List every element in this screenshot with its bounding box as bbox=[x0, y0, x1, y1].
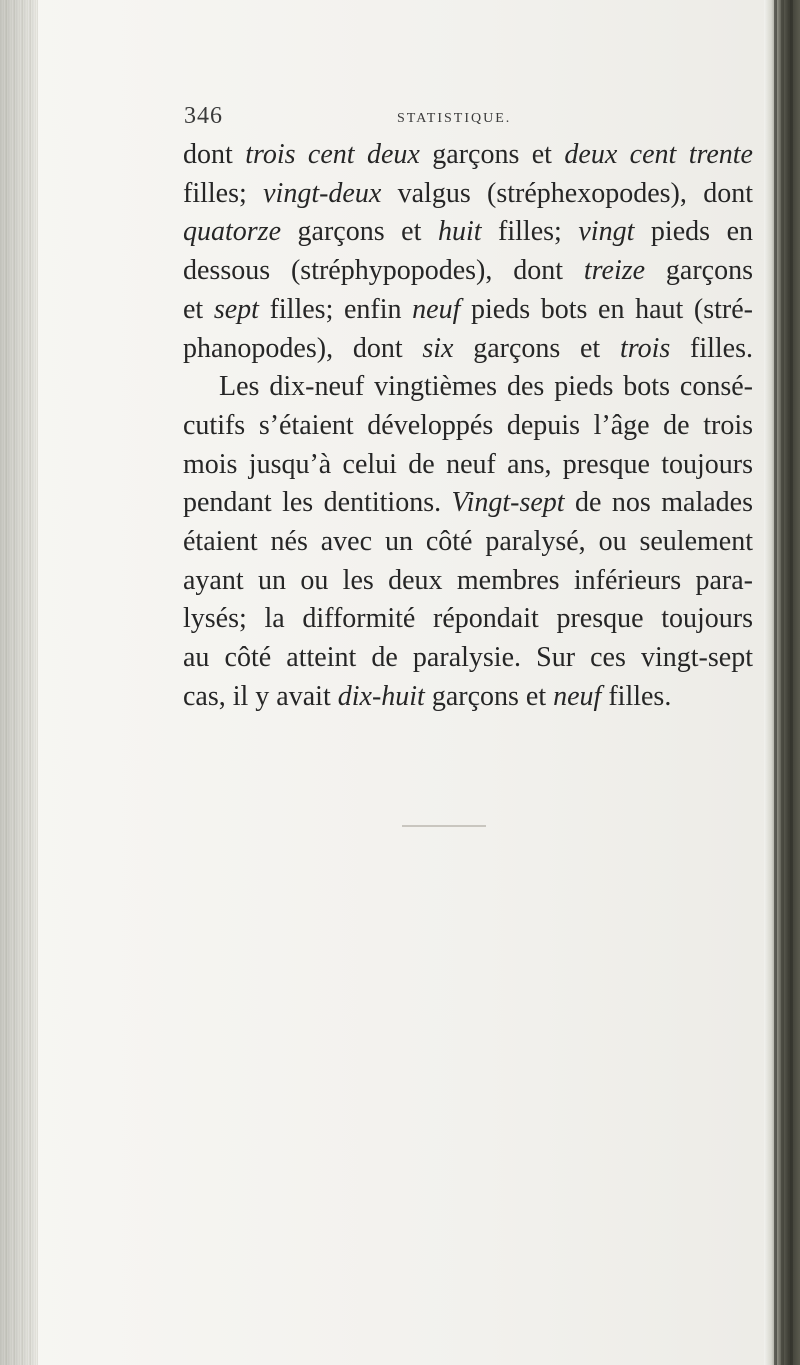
text-line bbox=[183, 136, 753, 175]
text-run: Les dix-neuf vingtièmes des pieds bots consé- bbox=[219, 371, 753, 403]
text-run: garçons et bbox=[281, 216, 438, 248]
text-run: pendant les dentitions. bbox=[183, 487, 452, 519]
italic-number-word: six bbox=[422, 332, 454, 364]
text-line bbox=[183, 407, 753, 446]
text-run: au côté atteint de paralysie. Sur ces vingt-sept bbox=[183, 642, 753, 674]
page-header bbox=[184, 103, 784, 133]
text-line bbox=[183, 252, 753, 291]
italic-number-word: sept bbox=[213, 293, 259, 325]
text-run: filles; enfin bbox=[258, 293, 413, 325]
text-line bbox=[183, 446, 753, 485]
text-run: valgus (stréphexopodes), dont bbox=[381, 177, 753, 209]
italic-number-word: neuf bbox=[412, 293, 461, 325]
text-run: garçons et bbox=[453, 332, 620, 364]
text-line bbox=[183, 484, 753, 523]
text-run: garçons bbox=[645, 255, 754, 287]
text-run: de nos malades bbox=[564, 487, 753, 519]
italic-number-word: treize bbox=[583, 255, 646, 287]
text-run: filles. bbox=[601, 680, 672, 712]
text-run: garçons et bbox=[419, 139, 565, 170]
text-run: cas, il y avait bbox=[183, 680, 338, 712]
text-run: cutifs s’étaient développés depuis l’âge de trois bbox=[183, 409, 753, 441]
italic-number-word: dix-huit bbox=[337, 680, 425, 712]
italic-number-word: trois cent deux bbox=[245, 139, 420, 170]
running-head: STATISTIQUE. bbox=[397, 111, 512, 126]
text-line bbox=[183, 639, 753, 678]
text-run: lysés; la difformité répondait presque toujours bbox=[183, 603, 753, 635]
text-run: ayant un ou les deux membres inférieurs para- bbox=[183, 564, 753, 596]
text-run: et bbox=[183, 293, 214, 325]
text-run: garçons et bbox=[424, 680, 554, 712]
text-run: filles; bbox=[481, 216, 579, 248]
show-through-mark bbox=[402, 825, 486, 827]
text-run: étaient nés avec un côté paralysé, ou seulement bbox=[183, 526, 753, 558]
italic-number-word: vingt-deux bbox=[263, 177, 382, 209]
italic-number-word: trois bbox=[619, 332, 671, 364]
text-run: pieds en bbox=[634, 216, 754, 248]
text-line bbox=[183, 213, 753, 252]
page-binding-edge bbox=[0, 0, 38, 1365]
text-run: filles; bbox=[183, 177, 264, 209]
text-run: filles. bbox=[670, 332, 753, 364]
text-run: phanopodes), dont bbox=[183, 332, 423, 364]
text-line bbox=[183, 175, 753, 214]
text-line bbox=[183, 678, 753, 717]
italic-number-word: Vingt-sept bbox=[451, 487, 565, 519]
italic-number-word: quatorze bbox=[183, 216, 281, 248]
page-right-edge bbox=[764, 0, 800, 1365]
text-run: pieds bots en haut (stré- bbox=[460, 293, 753, 325]
page-number: 346 bbox=[184, 103, 223, 129]
body-paragraph bbox=[183, 136, 753, 717]
text-run: mois jusqu’à celui de neuf ans, presque toujours bbox=[183, 448, 753, 480]
text-run: dont bbox=[183, 139, 246, 170]
text-line bbox=[183, 368, 753, 407]
text-line bbox=[183, 562, 753, 601]
text-line bbox=[183, 291, 753, 330]
text-line bbox=[183, 523, 753, 562]
italic-number-word: neuf bbox=[553, 680, 602, 712]
italic-number-word: deux cent trente bbox=[564, 139, 753, 170]
text-line bbox=[183, 600, 753, 639]
text-line bbox=[183, 330, 753, 369]
text-run: dessous (stréphypopodes), dont bbox=[183, 255, 584, 287]
italic-number-word: vingt bbox=[578, 216, 635, 248]
italic-number-word: huit bbox=[437, 216, 482, 248]
